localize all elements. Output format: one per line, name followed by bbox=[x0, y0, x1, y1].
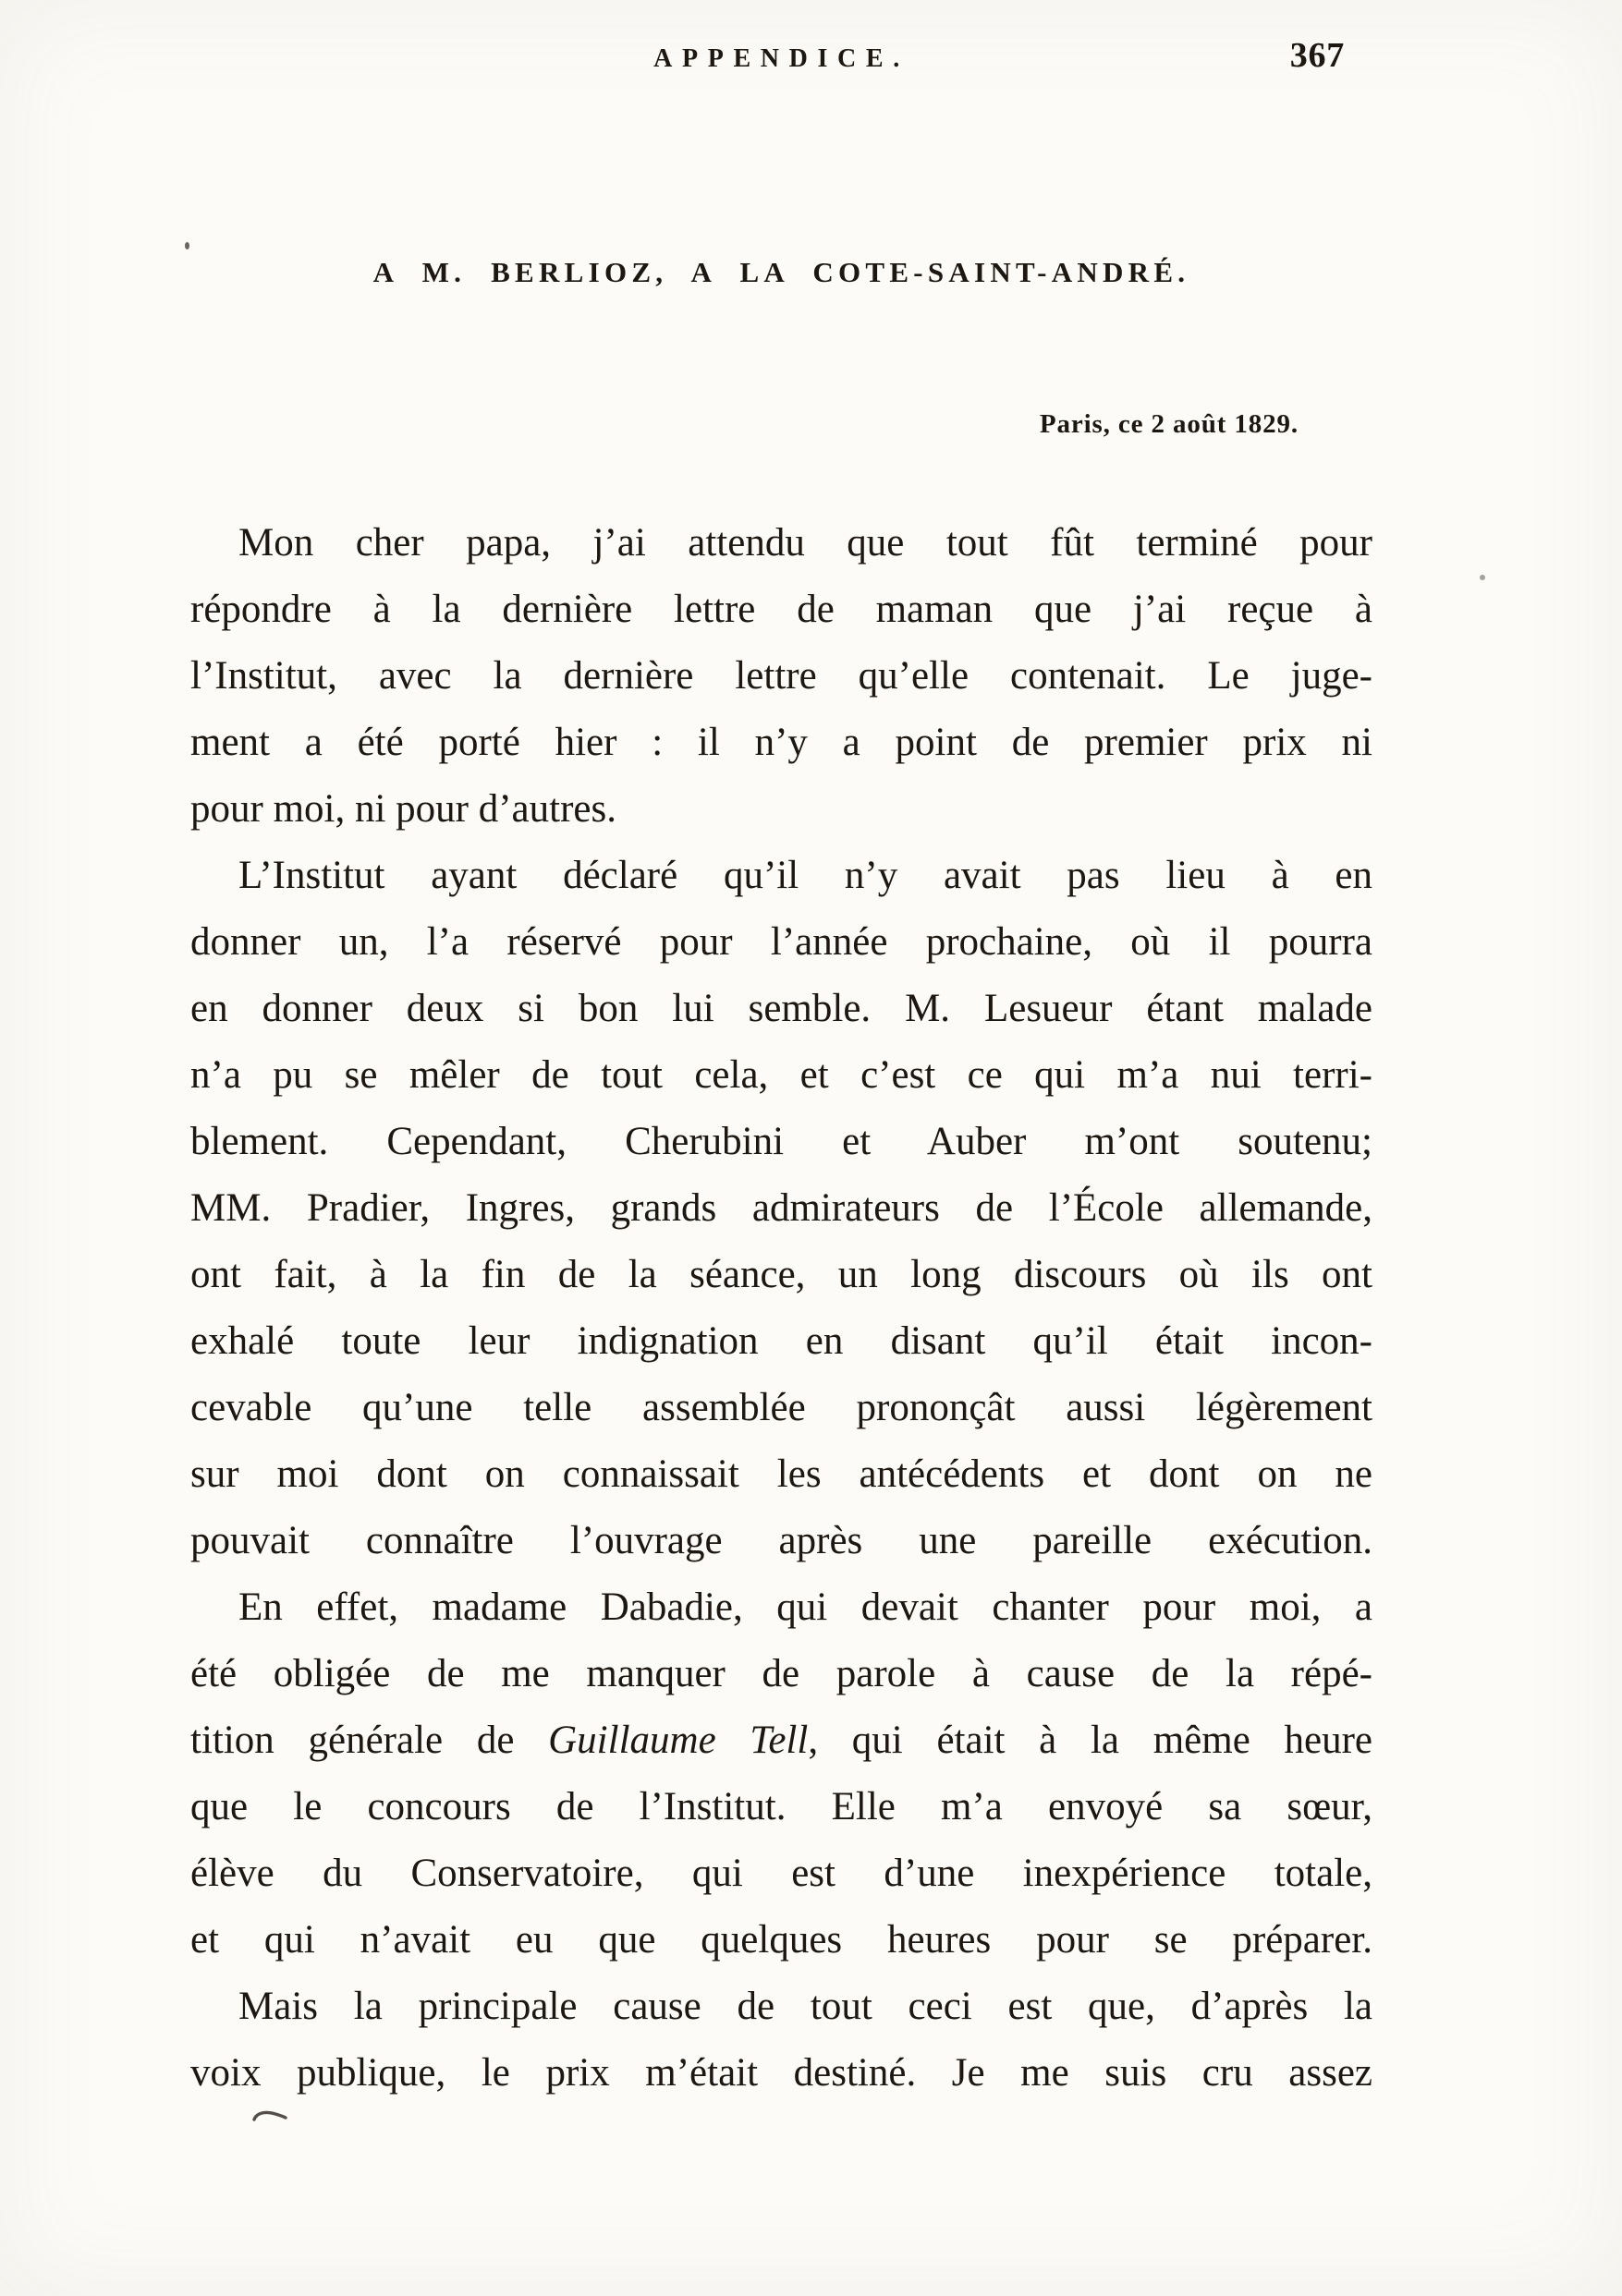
text-run: L’Institut ayant déclaré qu’il n’y avait pas lieu à en bbox=[238, 854, 1372, 897]
paragraph bbox=[190, 510, 1372, 843]
text-run: tition générale de bbox=[190, 1719, 549, 1762]
text-run: donner un, l’a réservé pour l’année prochaine, où il pourra bbox=[190, 920, 1372, 964]
letter-body bbox=[190, 510, 1372, 2107]
text-line bbox=[190, 643, 1372, 710]
text-run: répondre à la dernière lettre de maman que j’ai reçue à bbox=[190, 588, 1372, 631]
text-line bbox=[190, 1574, 1372, 1641]
text-run: et qui n’avait eu que quelques heures pour se préparer. bbox=[190, 1918, 1372, 1962]
text-line bbox=[190, 776, 1372, 843]
text-run: Mais la principale cause de tout ceci est que, d’après la bbox=[238, 1985, 1372, 2028]
text-run: pouvait connaître l’ouvrage après une pareille exécution. bbox=[190, 1519, 1372, 1562]
text-run: pour moi, ni pour d’autres. bbox=[190, 787, 616, 831]
ink-spot bbox=[1480, 575, 1485, 580]
text-line bbox=[190, 710, 1372, 776]
ink-squiggle bbox=[251, 2108, 288, 2125]
paragraph bbox=[190, 1574, 1372, 1974]
text-run: que le concours de l’Institut. Elle m’a envoyé sa sœur, bbox=[190, 1785, 1372, 1828]
text-line bbox=[190, 1707, 1372, 1774]
text-line bbox=[190, 1907, 1372, 1974]
text-line bbox=[190, 510, 1372, 577]
text-line bbox=[190, 1441, 1372, 1508]
letter-heading: A M. BERLIOZ, A LA COTE-SAINT-ANDRÉ. bbox=[372, 256, 1190, 288]
text-line bbox=[190, 1109, 1372, 1175]
text-run: été obligée de me manquer de parole à cause de la répé- bbox=[190, 1652, 1372, 1695]
text-line bbox=[190, 1175, 1372, 1242]
text-run: l’Institut, avec la dernière lettre qu’elle contenait. Le juge- bbox=[190, 654, 1372, 698]
page-number: 367 bbox=[1289, 36, 1345, 75]
text-run: , qui était à la même heure bbox=[808, 1719, 1372, 1762]
paragraph bbox=[190, 1974, 1372, 2107]
text-run: cevable qu’une telle assemblée prononçât aussi légèrement bbox=[190, 1386, 1372, 1429]
text-run: MM. Pradier, Ingres, grands admirateurs de l’École allemande, bbox=[190, 1186, 1372, 1230]
text-run: En effet, madame Dabadie, qui devait chanter pour moi, a bbox=[238, 1585, 1372, 1629]
text-line bbox=[190, 1508, 1372, 1574]
text-run: ont fait, à la fin de la séance, un long discours où ils ont bbox=[190, 1253, 1372, 1296]
text-line bbox=[190, 1641, 1372, 1707]
text-line bbox=[190, 1042, 1372, 1109]
text-run: élève du Conservatoire, qui est d’une inexpérience totale, bbox=[190, 1852, 1372, 1895]
page-header bbox=[190, 0, 1372, 103]
text-run: ment a été porté hier : il n’y a point de premier prix ni bbox=[190, 721, 1372, 764]
text-line bbox=[190, 843, 1372, 909]
text-line bbox=[190, 1974, 1372, 2040]
text-line bbox=[190, 2040, 1372, 2107]
text-line bbox=[190, 1242, 1372, 1308]
text-run: sur moi dont on connaissait les antécédents et dont on ne bbox=[190, 1452, 1372, 1496]
text-line bbox=[190, 1308, 1372, 1375]
letter-dateline: Paris, ce 2 août 1829. bbox=[1039, 409, 1299, 439]
italic-run: Guillaume Tell bbox=[548, 1719, 809, 1762]
running-title: APPENDICE. bbox=[653, 44, 909, 73]
text-line bbox=[190, 1375, 1372, 1441]
text-run: Mon cher papa, j’ai attendu que tout fût terminé pour bbox=[238, 521, 1372, 565]
text-run: n’a pu se mêler de tout cela, et c’est ce qui m’a nui terri- bbox=[190, 1053, 1372, 1097]
text-line bbox=[190, 577, 1372, 643]
text-run: en donner deux si bon lui semble. M. Lesueur étant malade bbox=[190, 987, 1372, 1030]
text-line bbox=[190, 909, 1372, 976]
text-line bbox=[190, 976, 1372, 1042]
text-run: exhalé toute leur indignation en disant qu’il était incon- bbox=[190, 1319, 1372, 1363]
text-line bbox=[190, 1774, 1372, 1840]
ink-spot bbox=[185, 242, 189, 249]
text-run: voix publique, le prix m’était destiné. Je me suis cru assez bbox=[190, 2051, 1372, 2095]
text-line bbox=[190, 1840, 1372, 1907]
paragraph bbox=[190, 843, 1372, 1574]
text-run: blement. Cependant, Cherubini et Auber m’ont soutenu; bbox=[190, 1120, 1372, 1163]
